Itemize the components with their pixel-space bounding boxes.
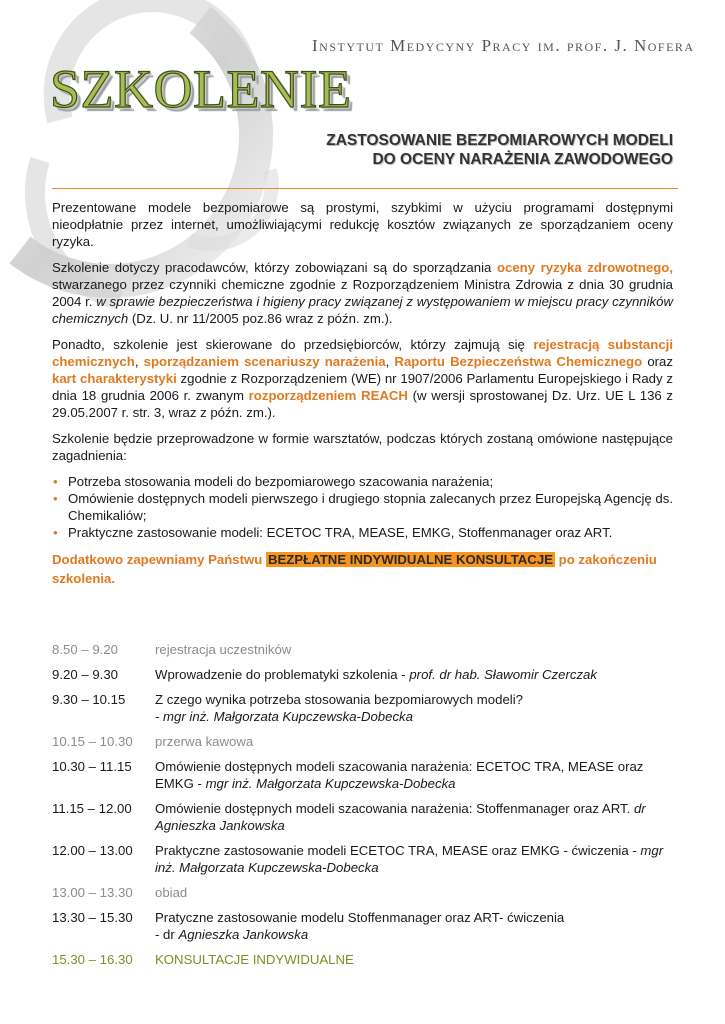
- speaker-name: Agnieszka Jankowska: [178, 927, 309, 942]
- list-item: [52, 473, 673, 490]
- workshop-paragraph: Szkolenie będzie przeprowadzone w formie warsztatów, podczas których zostaną omówione następujące zagadnienia:: [52, 431, 673, 463]
- text-span: (Dz. U. nr 11/2005 poz.86 wraz z późn. zm.).: [128, 311, 393, 326]
- free-consultation-badge: BEZPŁATNE INDYWIDUALNE KONSULTACJE: [267, 552, 553, 567]
- schedule-time: 10.30 – 11.15: [52, 759, 132, 774]
- highlight-csr: Raportu Bezpieczeństwa Chemicznego: [394, 354, 643, 369]
- schedule-desc: [155, 666, 685, 683]
- schedule-text: Omówienie dostępnych modeli szacowania narażenia: ECETOC TRA, MEASE oraz EMKG -: [155, 759, 644, 791]
- schedule-text: obiad: [155, 885, 188, 900]
- page-title: SZKOLENIE: [50, 59, 352, 119]
- schedule-row: [52, 758, 685, 792]
- highlight-scenarios: sporządzaniem scenariuszy narażenia: [143, 354, 386, 369]
- schedule-desc: [155, 691, 685, 725]
- schedule-row: [52, 733, 685, 750]
- schedule-time: 9.30 – 10.15: [52, 692, 126, 707]
- schedule-desc: [155, 842, 685, 876]
- schedule-row: [52, 951, 685, 968]
- entrepreneurs-paragraph: [52, 336, 673, 421]
- regulation-title: w sprawie bezpieczeństwa i higieny pracy związanej z występowaniem w miejscu pracy czynników chemicznych: [52, 294, 673, 326]
- employers-paragraph: [52, 259, 673, 327]
- bullet-icon: •: [53, 474, 58, 489]
- text-span: oraz: [642, 354, 673, 369]
- schedule-time: 9.20 – 9.30: [52, 667, 118, 682]
- schedule-time: 8.50 – 9.20: [52, 642, 118, 657]
- schedule-desc: [155, 909, 685, 943]
- speaker-name: dr Agnieszka Jankowska: [155, 801, 646, 833]
- schedule-row: [52, 691, 685, 725]
- speaker-name: prof. dr hab. Sławomir Czerczak: [409, 667, 597, 682]
- topic-text: Potrzeba stosowania modeli do bezpomiarowego szacowania narażenia;: [68, 474, 494, 489]
- schedule-text: Omówienie dostępnych modeli szacowania narażenia: Stoffenmanager oraz ART.: [155, 801, 634, 816]
- schedule-text: rejestracja uczestników: [155, 642, 292, 657]
- schedule-text: KONSULTACJE INDYWIDUALNE: [155, 952, 354, 967]
- topics-list: [52, 473, 673, 541]
- schedule-text: Wprowadzenie do problematyki szkolenia -: [155, 667, 410, 682]
- schedule-time: 12.00 – 13.00: [52, 843, 133, 858]
- speaker-name: - mgr inż. Małgorzata Kupczewska-Dobecka: [155, 709, 413, 724]
- schedule-desc: [155, 800, 685, 834]
- schedule-row: [52, 641, 685, 658]
- schedule-time: 15.30 – 16.30: [52, 952, 133, 967]
- text-span: (w wersji sprostowanej Dz. Urz. UE L 136 z 29.05.2007 r. str. 3, wraz z późn. zm.).: [52, 388, 673, 420]
- schedule-time: 11.15 – 12.00: [52, 801, 132, 816]
- training-subtitle: [326, 131, 673, 169]
- schedule-row: [52, 909, 685, 943]
- list-item: [52, 524, 673, 541]
- institute-name: Instytut Medycyny Pracy im. prof. J. Nofera: [312, 36, 695, 55]
- speaker-name: mgr inż. Małgorzata Kupczewska-Dobecka: [205, 776, 456, 791]
- highlight-risk-assessment: oceny ryzyka zdrowotnego,: [496, 260, 673, 275]
- bullet-icon: •: [53, 491, 58, 506]
- speaker-prefix: - dr: [155, 927, 179, 942]
- highlight-reach: rozporządzeniem REACH: [248, 388, 408, 403]
- schedule: [52, 641, 685, 976]
- schedule-text: Pratyczne zastosowanie modelu Stoffenmanager oraz ART- ćwiczenia: [155, 910, 565, 925]
- schedule-time: 13.00 – 13.30: [52, 885, 133, 900]
- schedule-row: [52, 884, 685, 901]
- intro-paragraph: Prezentowane modele bezpomiarowe są prostymi, szybkimi w użyciu programami dostępnymi nieodpłatnie przez internet, umożliwiającymi redukcję kosztów związanych ze sporządzaniem oceny ryzyka.: [52, 200, 673, 249]
- list-item: [52, 490, 673, 524]
- subtitle-line-2: DO OCENY NARAŻENIA ZAWODOWEGO: [372, 151, 673, 168]
- schedule-row: [52, 800, 685, 834]
- text-span: Dodatkowo zapewniamy Państwu: [52, 552, 266, 567]
- text-span: ,: [134, 354, 144, 369]
- schedule-time: 13.30 – 15.30: [52, 910, 133, 925]
- schedule-row: [52, 666, 685, 683]
- schedule-text: Z czego wynika potrzeba stosowania bezpomiarowych modeli?: [155, 692, 523, 707]
- topic-text: Omówienie dostępnych modeli pierwszego i drugiego stopnia zalecanych przez Europejską Agencję ds. Chemikaliów;: [68, 491, 673, 523]
- header-divider: [52, 188, 678, 189]
- text-span: zgodnie z Rozporządzeniem (WE) nr 1907/2006 Parlamentu Europejskiego i Rady z dnia 18 grudnia 2006 r. zwanym: [52, 371, 673, 403]
- schedule-desc: [155, 884, 685, 901]
- text-span: ,: [385, 354, 395, 369]
- description-section: [52, 199, 673, 597]
- text-span: po zakończeniu szkolenia.: [52, 552, 657, 586]
- schedule-row: [52, 842, 685, 876]
- subtitle-line-1: ZASTOSOWANIE BEZPOMIAROWYCH MODELI: [326, 132, 673, 149]
- schedule-desc: [155, 733, 685, 750]
- speaker-name: mgr inż. Małgorzata Kupczewska-Dobecka: [155, 843, 664, 875]
- schedule-time: 10.15 – 10.30: [52, 734, 133, 749]
- schedule-text: przerwa kawowa: [155, 734, 254, 749]
- text-span: Szkolenie dotyczy pracodawców, którzy zobowiązani są do sporządzania: [52, 260, 497, 275]
- highlight-sds: kart charakterystyki: [52, 371, 177, 386]
- schedule-desc: [155, 758, 685, 792]
- highlight-registration: rejestracją substancji chemicznych: [52, 337, 673, 369]
- topic-text: Praktyczne zastosowanie modeli: ECETOC TRA, MEASE, EMKG, Stoffenmanager oraz ART.: [68, 525, 613, 540]
- schedule-desc: [155, 951, 685, 968]
- schedule-desc: [155, 641, 685, 658]
- text-span: Ponadto, szkolenie jest skierowane do przedsiębiorców, którzy zajmują się: [52, 337, 534, 352]
- schedule-text: Praktyczne zastosowanie modeli ECETOC TRA, MEASE oraz EMKG - ćwiczenia -: [155, 843, 641, 858]
- bullet-icon: •: [53, 525, 58, 540]
- text-span: stwarzanego przez czynniki chemiczne zgodnie z Rozporządzeniem Ministra Zdrowia z dnia 30 grudnia 2004 r.: [52, 277, 673, 309]
- consultation-offer: [52, 550, 673, 588]
